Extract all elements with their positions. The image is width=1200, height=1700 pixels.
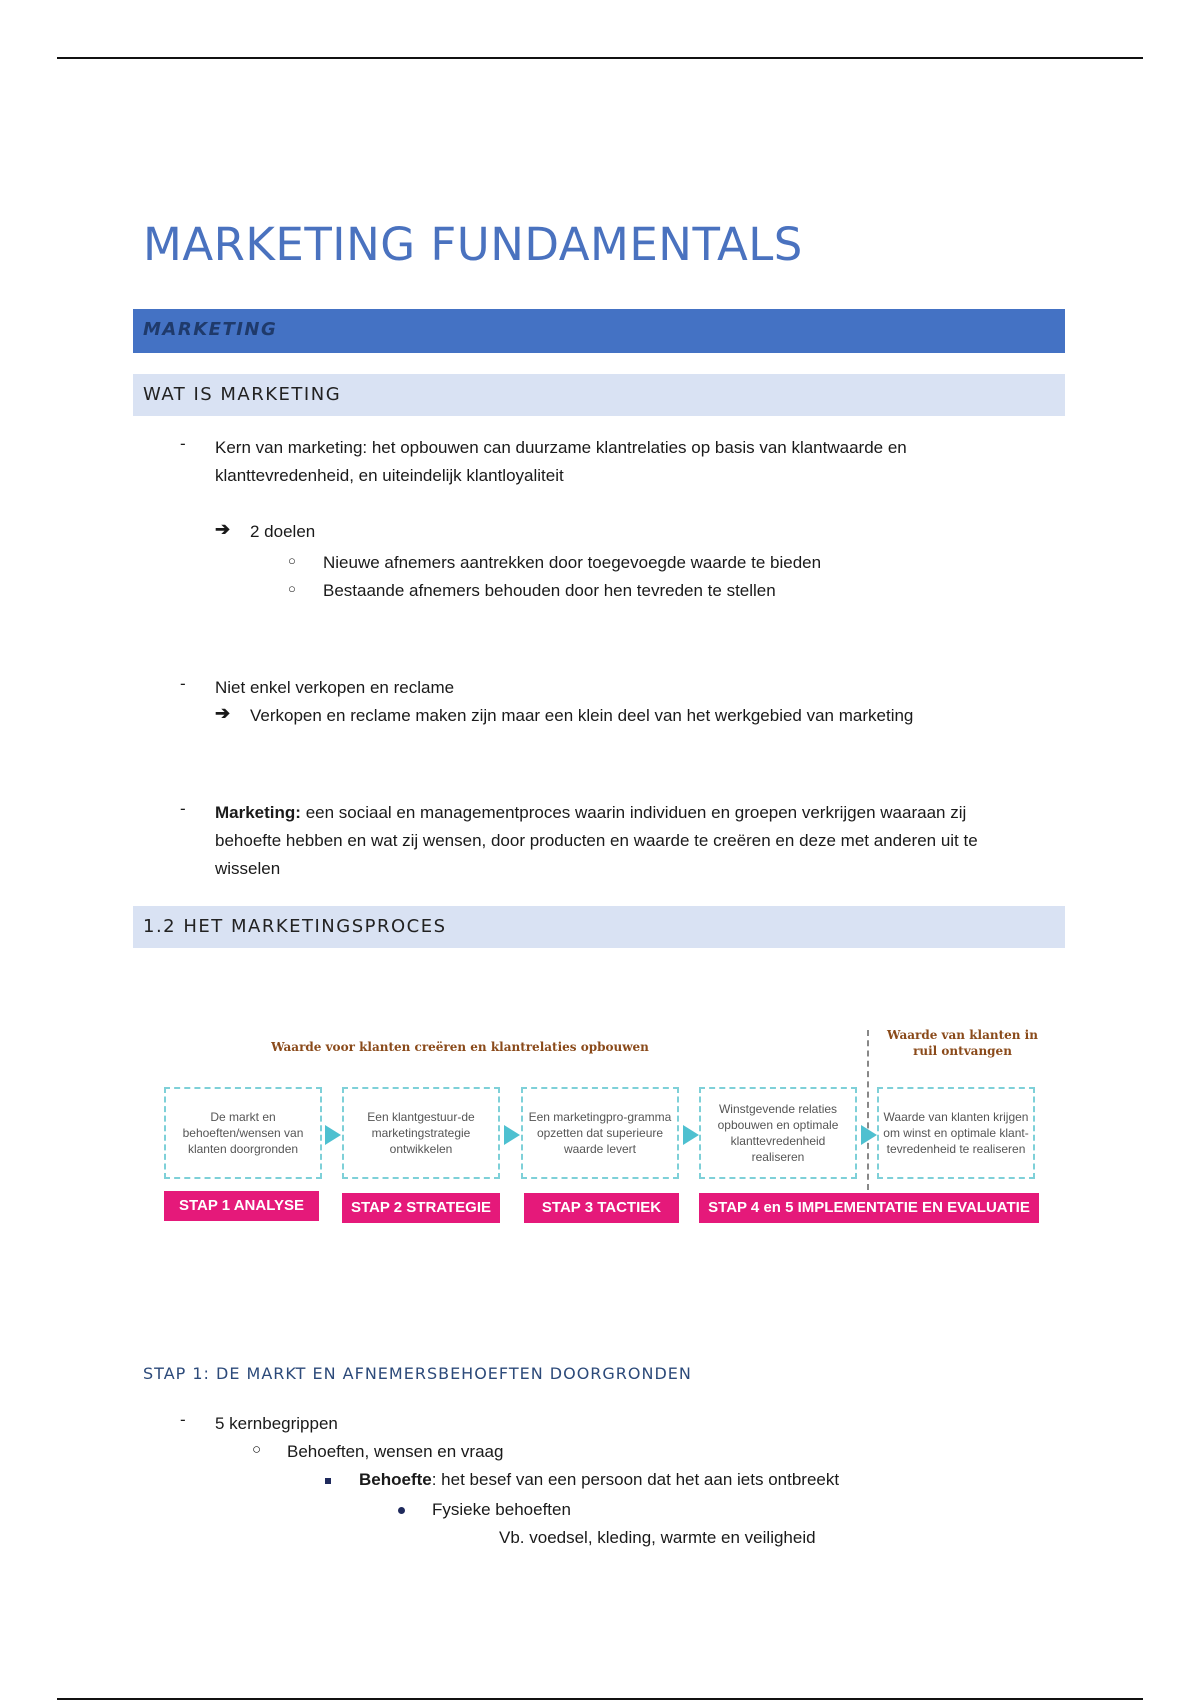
niet-enkel-line: Niet enkel verkopen en reclame [215, 678, 455, 697]
page-top-rule [57, 57, 1143, 59]
diagram-divider [867, 1030, 869, 1190]
section-title-wat-is-marketing: WAT IS MARKETING [143, 384, 342, 405]
arrow-icon: ➔ [215, 519, 231, 539]
doel-item-1: Nieuwe afnemers aantrekken door toegevoegde waarde te bieden [323, 553, 822, 572]
list-dash: - [180, 1410, 186, 1429]
arrow-right-icon [683, 1125, 699, 1145]
arrow-icon: ➔ [215, 703, 231, 723]
niet-enkel-arrow-line: Verkopen en reclame maken zijn maar een klein deel van het werkgebied van marketing [250, 706, 914, 725]
diagram-box-5: Waarde van klanten krijgen om winst en optimale klant-tevredenheid te realiseren [877, 1087, 1035, 1179]
circle-bullet-icon: ○ [288, 581, 296, 596]
section-band-marketing [133, 309, 1065, 353]
doelen-label: 2 doelen [250, 522, 316, 541]
definitie-text-1: een sociaal en managementproces waarin individuen en groepen verkrijgen waaraan zij [300, 803, 967, 822]
definitie-line-3: wisselen [215, 859, 281, 878]
list-dash: - [180, 434, 186, 453]
definitie-line-2: behoefte hebben en wat zij wensen, door producten en waarde te creëren en deze met anderen uit te [215, 831, 978, 850]
square-bullet-icon [325, 1478, 331, 1484]
diagram-header-right: Waarde van klanten in ruil ontvangen [887, 1028, 1038, 1058]
section-title-marketingsproces: 1.2 HET MARKETINGSPROCES [143, 916, 447, 937]
doel-item-2: Bestaande afnemers behouden door hen tevreden te stellen [323, 581, 776, 600]
kernbegrippen-sub: Behoeften, wensen en vraag [287, 1442, 504, 1461]
section-band-marketingsproces [133, 906, 1065, 948]
step-label-2: STAP 2 STRATEGIE [342, 1193, 500, 1223]
behoefte-line [359, 1466, 839, 1494]
behoefte-term: Behoefte [359, 1470, 432, 1489]
document-title: MARKETING FUNDAMENTALS [143, 218, 803, 271]
diagram-box-3: Een marketingpro-gramma opzetten dat superieure waarde levert [521, 1087, 679, 1179]
arrow-right-icon [861, 1125, 877, 1145]
voorbeeld-line: Vb. voedsel, kleding, warmte en veiligheid [499, 1528, 816, 1547]
step-label-3: STAP 3 TACTIEK [524, 1193, 679, 1223]
kern-line-1: Kern van marketing: het opbouwen can duurzame klantrelaties op basis van klantwaarde en [215, 438, 907, 457]
kernbegrippen-line: 5 kernbegrippen [215, 1414, 338, 1433]
section-band-wat-is-marketing [133, 374, 1065, 416]
behoefte-definition: : het besef van een persoon dat het aan iets ontbreekt [431, 1470, 840, 1489]
list-dash: - [180, 674, 186, 693]
diagram-header-left: Waarde voor klanten creëren en klantrelaties opbouwen [271, 1040, 649, 1054]
circle-bullet-icon: ○ [288, 553, 296, 568]
diagram-box-4: Winstgevende relaties opbouwen en optimale klanttevredenheid realiseren [699, 1087, 857, 1179]
fysieke-behoeften: Fysieke behoeften [432, 1500, 571, 1519]
list-dash: - [180, 799, 186, 818]
arrow-right-icon [325, 1125, 341, 1145]
step-label-4-5: STAP 4 en 5 IMPLEMENTATIE EN EVALUATIE [699, 1193, 1039, 1223]
section-title-marketing: MARKETING [143, 319, 278, 340]
definitie-term: Marketing: [215, 803, 301, 822]
definitie-line-1 [215, 799, 966, 827]
marketing-process-diagram [140, 1015, 1060, 1275]
kern-line-2: klanttevredenheid, en uiteindelijk klantloyaliteit [215, 466, 564, 485]
dot-bullet-icon [398, 1507, 405, 1514]
stap1-heading: STAP 1: DE MARKT EN AFNEMERSBEHOEFTEN DOORGRONDEN [143, 1364, 692, 1383]
arrow-right-icon [504, 1125, 520, 1145]
diagram-box-1: De markt en behoeften/wensen van klanten doorgronden [164, 1087, 322, 1179]
circle-bullet-icon: ○ [252, 1441, 262, 1458]
step-label-1: STAP 1 ANALYSE [164, 1191, 319, 1221]
diagram-box-2: Een klantgestuur-de marketingstrategie ontwikkelen [342, 1087, 500, 1179]
